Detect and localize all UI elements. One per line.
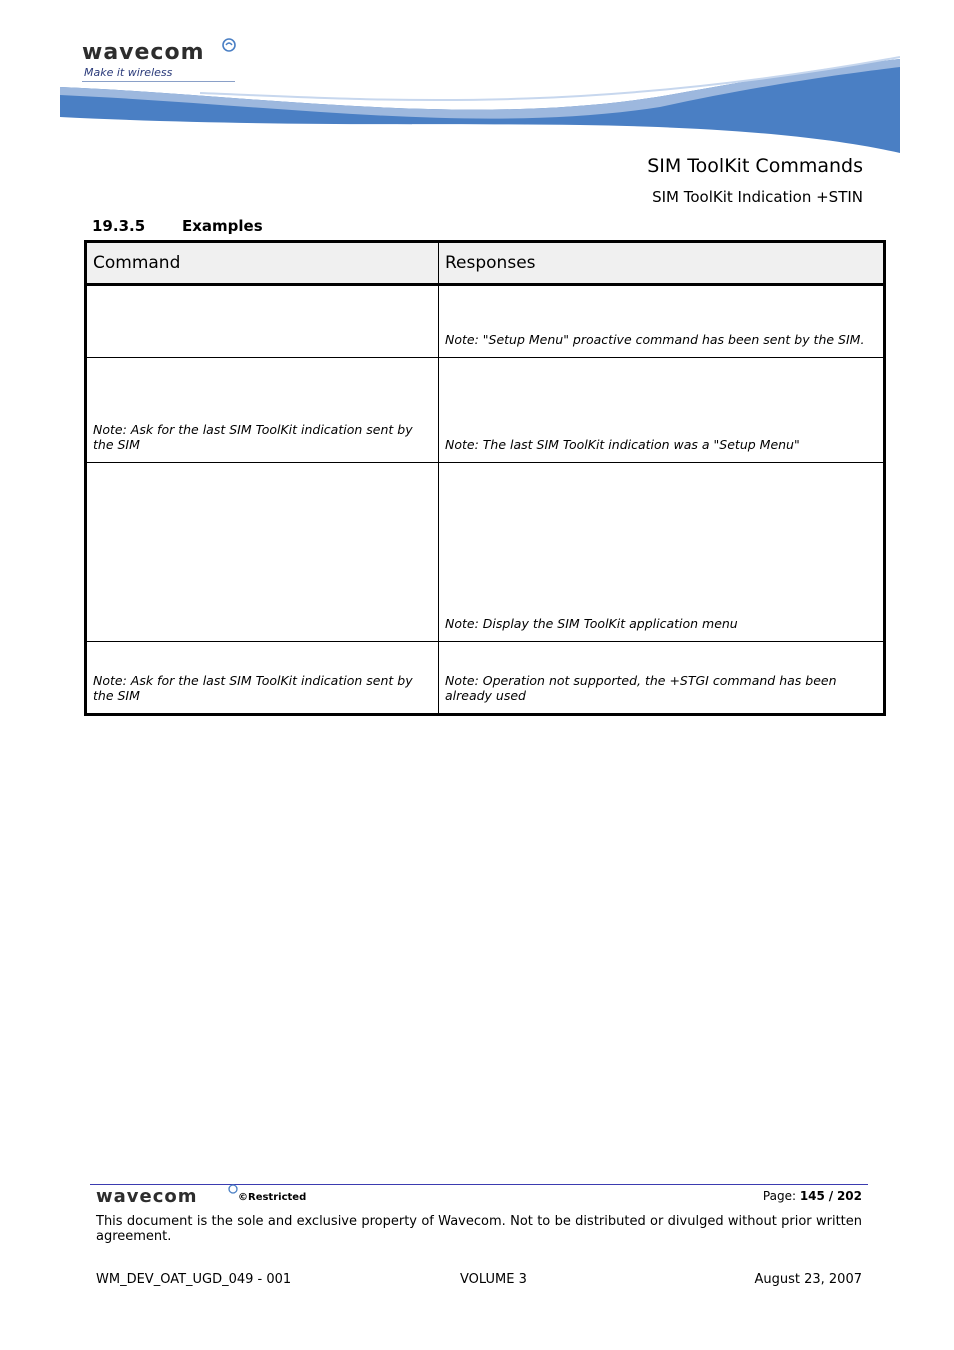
restricted-label: ©Restricted (238, 1192, 307, 1203)
command-cell: Note: Ask for the last SIM ToolKit indication sent by the SIM (86, 642, 439, 715)
section-title: SIM ToolKit Commands (647, 155, 863, 177)
footer-divider (90, 1184, 868, 1185)
tagline: Make it wireless (84, 66, 173, 79)
volume-label: VOLUME 3 (460, 1272, 527, 1287)
page-separator: / (828, 1189, 834, 1203)
footer-logo-swirl-icon (228, 1184, 238, 1194)
wavecom-logo: wavecom (82, 40, 205, 65)
table-row (86, 642, 885, 715)
response-cell: Note: "Setup Menu" proactive command has been sent by the SIM. (439, 285, 885, 358)
examples-heading (92, 217, 263, 235)
header-swoosh-graphic (60, 55, 900, 155)
table-header-row (86, 242, 885, 285)
command-cell: Note: Ask for the last SIM ToolKit indication sent by the SIM (86, 358, 439, 463)
page-label: Page: (762, 1189, 796, 1203)
document-reference: WM_DEV_OAT_UGD_049 - 001 (96, 1272, 292, 1287)
page-number (763, 1189, 862, 1203)
command-cell (86, 463, 439, 642)
response-cell: Note: The last SIM ToolKit indication was a "Setup Menu" (439, 358, 885, 463)
section-subtitle: SIM ToolKit Indication +STIN (652, 188, 863, 206)
footer-wavecom-logo: wavecom (96, 1186, 198, 1207)
response-cell: Note: Operation not supported, the +STGI command has been already used (439, 642, 885, 715)
page-total: 202 (836, 1189, 862, 1203)
column-header-command: Command (86, 242, 439, 285)
response-cell: Note: Display the SIM ToolKit application menu (439, 463, 885, 642)
page-current: 145 (799, 1189, 825, 1203)
document-date: August 23, 2007 (754, 1272, 862, 1287)
table-row (86, 285, 885, 358)
disclaimer-text: This document is the sole and exclusive property of Wavecom. Not to be distributed or divulged without prior written agreement. (96, 1214, 862, 1244)
heading-number: 19.3.5 (92, 217, 146, 235)
table-row (86, 463, 885, 642)
command-cell (86, 285, 439, 358)
logo-swirl-icon (222, 38, 236, 52)
table-row (86, 358, 885, 463)
heading-title: Examples (182, 217, 263, 235)
examples-table (84, 240, 886, 716)
column-header-responses: Responses (439, 242, 885, 285)
